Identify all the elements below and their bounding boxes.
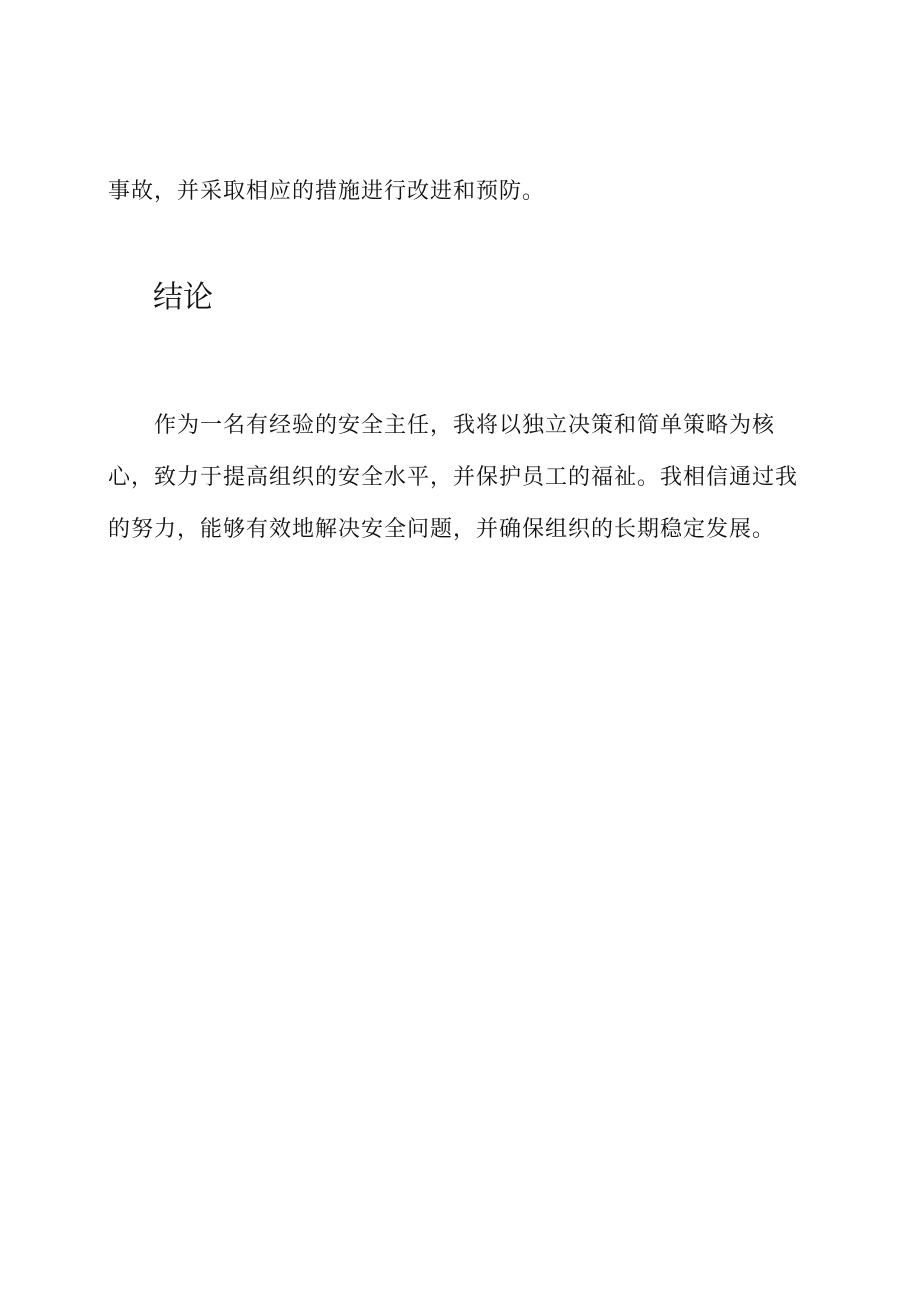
continued-paragraph: 事故，并采取相应的措施进行改进和预防。 [108,179,546,204]
section-heading: 结论 [153,280,213,315]
conclusion-paragraph: 作为一名有经验的安全主任，我将以独立决策和简单策略为核心，致力于提高组织的安全水平，并保护员工的福祉。我相信通过我的努力，能够有效地解决安全问题，并确保组织的长期稳定发展。 [108,413,799,542]
